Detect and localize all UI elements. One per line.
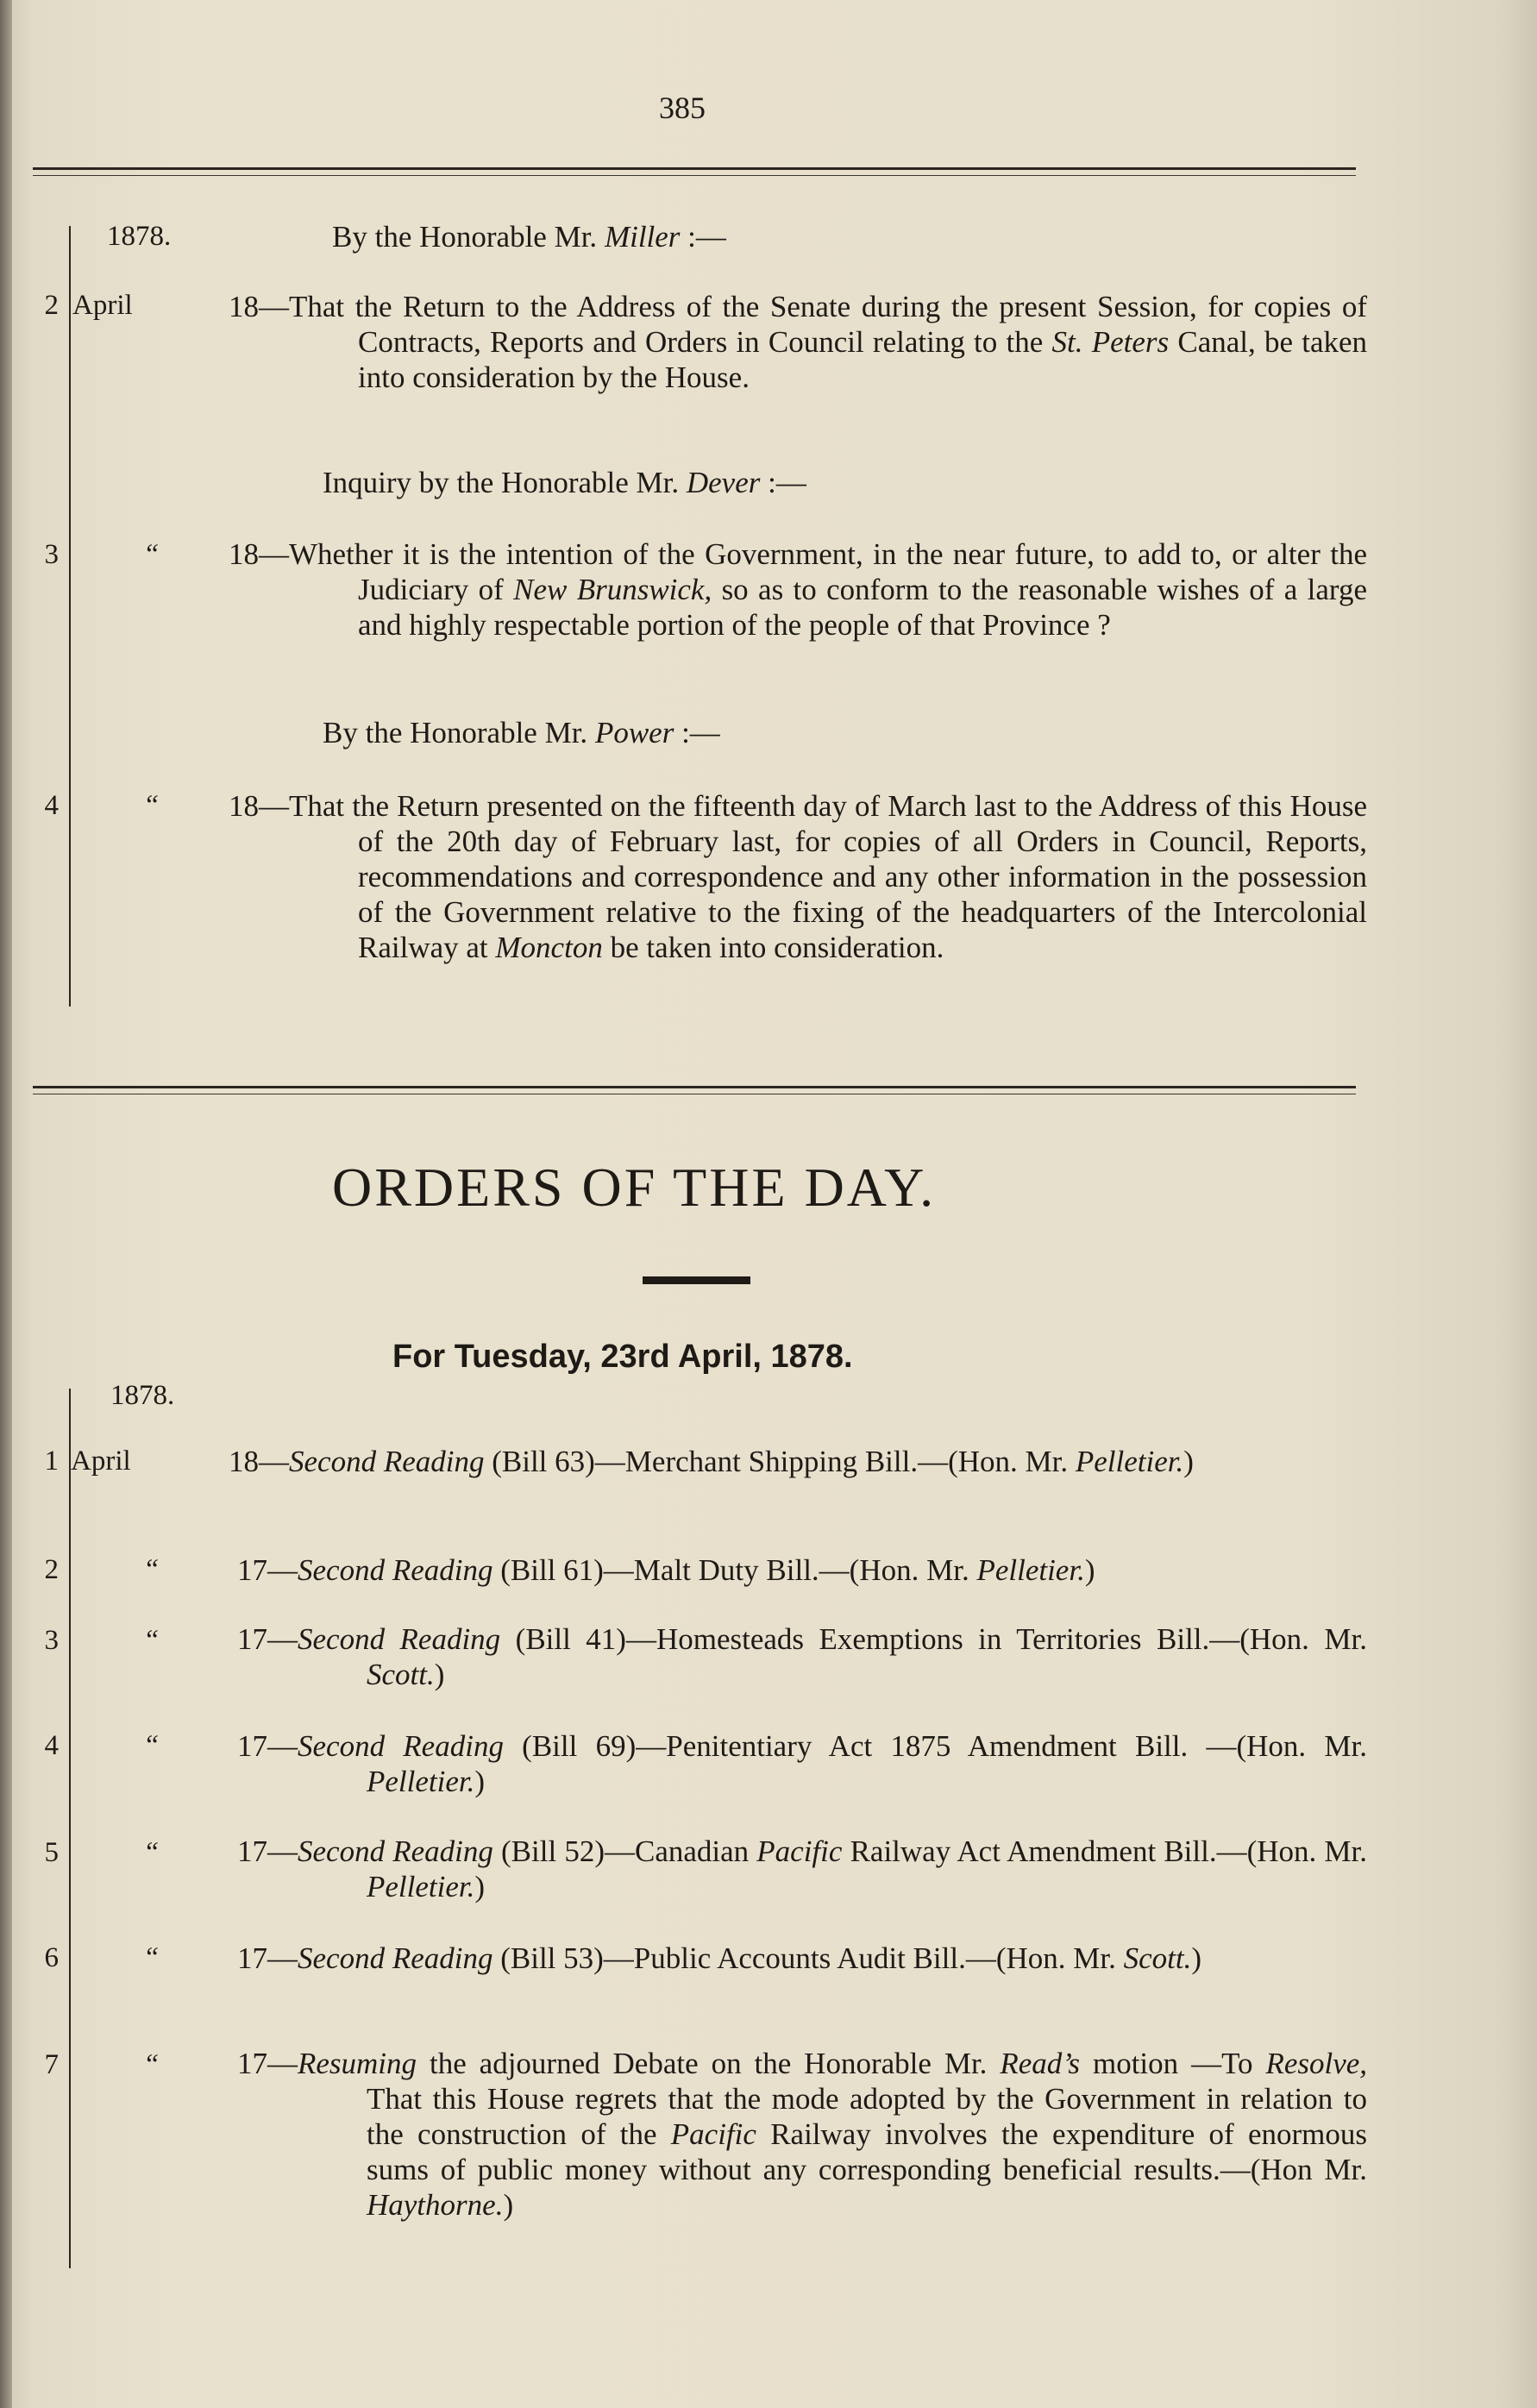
text-run: ) (474, 1765, 486, 1798)
top-rule (33, 167, 1356, 170)
notice-text: 18—That the Return presented on the fifteenth day of March last to the Address of this House of the 20th day of February last, for copies of all Orders in Council, Reports, recommendations and correspondence and any other information in the possession of the Government relative to the fixing of the headquarters of the Intercolonial Railway at Moncton be taken into consideration. (229, 789, 1367, 964)
order-entry (237, 1728, 1367, 1799)
order-text: 17—Second Reading (Bill 69)—Penitentiary Act 1875 Amendment Bill. —(Hon. Mr. Pelletier.) (237, 1729, 1367, 1798)
notice-ditto: “ (143, 790, 160, 821)
notice-entry (229, 788, 1367, 965)
italic-run: Moncton (495, 931, 603, 964)
order-month: April (71, 1445, 131, 1477)
heading-divider (643, 1276, 750, 1284)
order-ditto: “ (143, 2049, 160, 2080)
notice-entry (229, 289, 1367, 395)
italic-run: Scott. (367, 1658, 435, 1691)
order-entry (229, 1444, 1367, 1479)
text-run: — (267, 1553, 298, 1587)
italic-run: Pelletier. (1075, 1445, 1184, 1478)
text-run: — (267, 1622, 298, 1656)
order-ditto: “ (143, 1730, 160, 1761)
order-number: 1 (44, 1445, 59, 1477)
order-ditto: “ (143, 1554, 160, 1585)
order-ditto: “ (143, 1625, 160, 1656)
italic-run: New Brunswick, (513, 573, 712, 606)
text-run: — (267, 1834, 298, 1868)
text-run: (Bill 52)—Canadian (492, 1834, 757, 1868)
order-text: 18—Second Reading (Bill 63)—Merchant Shipping Bill.—(Hon. Mr. Pelletier.) (229, 1445, 1194, 1478)
notice-number: 3 (44, 539, 59, 570)
italic-run: Second Reading (298, 1622, 501, 1656)
italic-run: Haythorne. (367, 2188, 504, 2222)
notice-text: 18—That the Return to the Address of the Senate during the present Session, for copies of Contracts, Reports and Orders in Council relating to the St. Peters Canal, be taken into consideration by the House. (229, 290, 1368, 394)
text-run: so as to conform to the reasonable wishes of a large and highly respectable portion of the people of that Province ? (358, 573, 1367, 642)
order-number: 4 (44, 1730, 59, 1761)
italic-run: Resolve, (1265, 2047, 1368, 2080)
text-run: (Bill 53)—Public Accounts Audit Bill.—(Hon. Mr. (492, 1941, 1124, 1975)
italic-run: Resuming (298, 2047, 417, 2080)
text-run: the adjourned Debate on the Honorable Mr. (417, 2047, 1001, 2080)
notice-text: 18—Whether it is the intention of the Government, in the near future, to add to, or alter the Judiciary of New Brunswick, so as to conform to the reasonable wishes of a large and highly respectable portion of the people of that Province ? (229, 537, 1367, 642)
notices-margin-line (69, 226, 71, 1006)
text-run: — (259, 1445, 289, 1478)
order-number: 6 (44, 1942, 59, 1973)
notice-month: April (72, 290, 133, 321)
book-spine (0, 0, 12, 2408)
middle-rule (33, 1086, 1356, 1088)
italic-run: St. Peters (1051, 325, 1170, 359)
order-text: 17—Second Reading (Bill 41)—Homesteads Exemptions in Territories Bill.—(Hon. Mr. Scott.) (237, 1622, 1367, 1691)
italic-run: Pacific (756, 1834, 843, 1868)
page-number: 385 (659, 91, 706, 125)
order-ditto: “ (143, 1837, 160, 1868)
notice-entry (229, 536, 1367, 643)
notice-byline: By the Honorable Mr. Miller :— (332, 220, 726, 254)
text-run: Canal, be taken into consideration by the House. (358, 325, 1368, 394)
order-entry (237, 1552, 1367, 1588)
italic-run: Pacific (670, 2117, 756, 2151)
order-number: 7 (44, 2049, 59, 2080)
text-run: motion —To (1080, 2047, 1266, 2080)
italic-run: Second Reading (289, 1445, 485, 1478)
notice-number: 2 (44, 290, 59, 321)
orders-heading: ORDERS OF THE DAY. (332, 1157, 937, 1218)
orders-margin-line (69, 1389, 71, 2268)
text-run: Railway Act Amendment Bill.—(Hon. Mr. (842, 1834, 1367, 1868)
text-run: Railway involves the expenditure of enormous sums of public money without any corresponding beneficial results.—(Hon Mr. (367, 2117, 1367, 2186)
text-run: (Bill 61)—Malt Duty Bill.—(Hon. Mr. (492, 1553, 977, 1587)
order-entry (237, 2046, 1367, 2223)
text-run: ) (1191, 1941, 1201, 1975)
text-run: —Whether it is the intention of the Government, in the near future, to add to, or alter the Judiciary of (259, 537, 1367, 606)
orders-date-heading: For Tuesday, 23rd April, 1878. (392, 1339, 853, 1375)
notice-byline: Inquiry by the Honorable Mr. Dever :— (323, 466, 806, 499)
order-number: 5 (44, 1837, 59, 1868)
text-run: ) (434, 1658, 445, 1691)
italic-run: Read’s (1000, 2047, 1081, 2080)
text-run: That this House regrets that the mode adopted by the Government in relation to the construction of the (367, 2082, 1367, 2151)
order-number: 2 (44, 1554, 59, 1585)
order-entry (237, 1941, 1367, 1976)
italic-run: Pelletier. (976, 1553, 1085, 1587)
order-text: 17—Second Reading (Bill 53)—Public Accounts Audit Bill.—(Hon. Mr. Scott.) (237, 1941, 1201, 1975)
text-run: —That the Return presented on the fifteenth day of March last to the Address of this House of the 20th day of February last, for copies of all Orders in Council, Reports, recommendations and correspondence and any other information in the possession of the Government relative to the fixing of the headquarters of the Intercolonial Railway at (259, 789, 1367, 964)
italic-run: Second Reading (298, 1553, 493, 1587)
text-run: (Bill 63)—Merchant Shipping Bill.—(Hon. Mr. (484, 1445, 1076, 1478)
italic-run: Pelletier. (367, 1870, 475, 1903)
order-text: 17—Second Reading (Bill 52)—Canadian Pacific Railway Act Amendment Bill.—(Hon. Mr. Pelletier.) (237, 1834, 1367, 1903)
text-run: (Bill 69)—Penitentiary Act 1875 Amendment Bill. —(Hon. Mr. (503, 1729, 1367, 1763)
order-text: 17—Resuming the adjourned Debate on the Honorable Mr. Read’s motion —To Resolve, That this House regrets that the mode adopted by the Government in relation to the construction of the Pacific Railway involves the expenditure of enormous sums of public money without any corresponding beneficial results.—(Hon Mr. Haythorne.) (237, 2047, 1368, 2222)
order-entry (237, 1834, 1367, 1904)
text-run: ) (474, 1870, 486, 1903)
text-run: — (267, 1941, 298, 1975)
notice-number: 4 (44, 790, 59, 821)
text-run: ) (503, 2188, 514, 2222)
text-run: — (267, 1729, 298, 1763)
notices-year: 1878. (107, 221, 172, 252)
order-ditto: “ (143, 1942, 160, 1973)
text-run: —That the Return to the Address of the Senate during the present Session, for copies of Contracts, Reports and Orders in Council relating to the (259, 290, 1367, 359)
italic-run: Second Reading (298, 1941, 493, 1975)
orders-year: 1878. (110, 1380, 175, 1411)
text-run: — (267, 2047, 298, 2080)
text-run: ) (1084, 1553, 1095, 1587)
order-number: 3 (44, 1625, 59, 1656)
text-run: ) (1183, 1445, 1194, 1478)
text-run: (Bill 41)—Homesteads Exemptions in Territories Bill.—(Hon. Mr. (500, 1622, 1367, 1656)
italic-run: Second Reading (298, 1729, 504, 1763)
top-rule-thin (33, 175, 1356, 176)
notice-byline: By the Honorable Mr. Power :— (323, 716, 720, 749)
order-entry (237, 1621, 1367, 1692)
italic-run: Scott. (1123, 1941, 1192, 1975)
order-text: 17—Second Reading (Bill 61)—Malt Duty Bill.—(Hon. Mr. Pelletier.) (237, 1553, 1095, 1587)
italic-run: Pelletier. (367, 1765, 475, 1798)
notice-ditto: “ (143, 539, 160, 570)
italic-run: Second Reading (298, 1834, 493, 1868)
text-run: be taken into consideration. (602, 931, 944, 964)
